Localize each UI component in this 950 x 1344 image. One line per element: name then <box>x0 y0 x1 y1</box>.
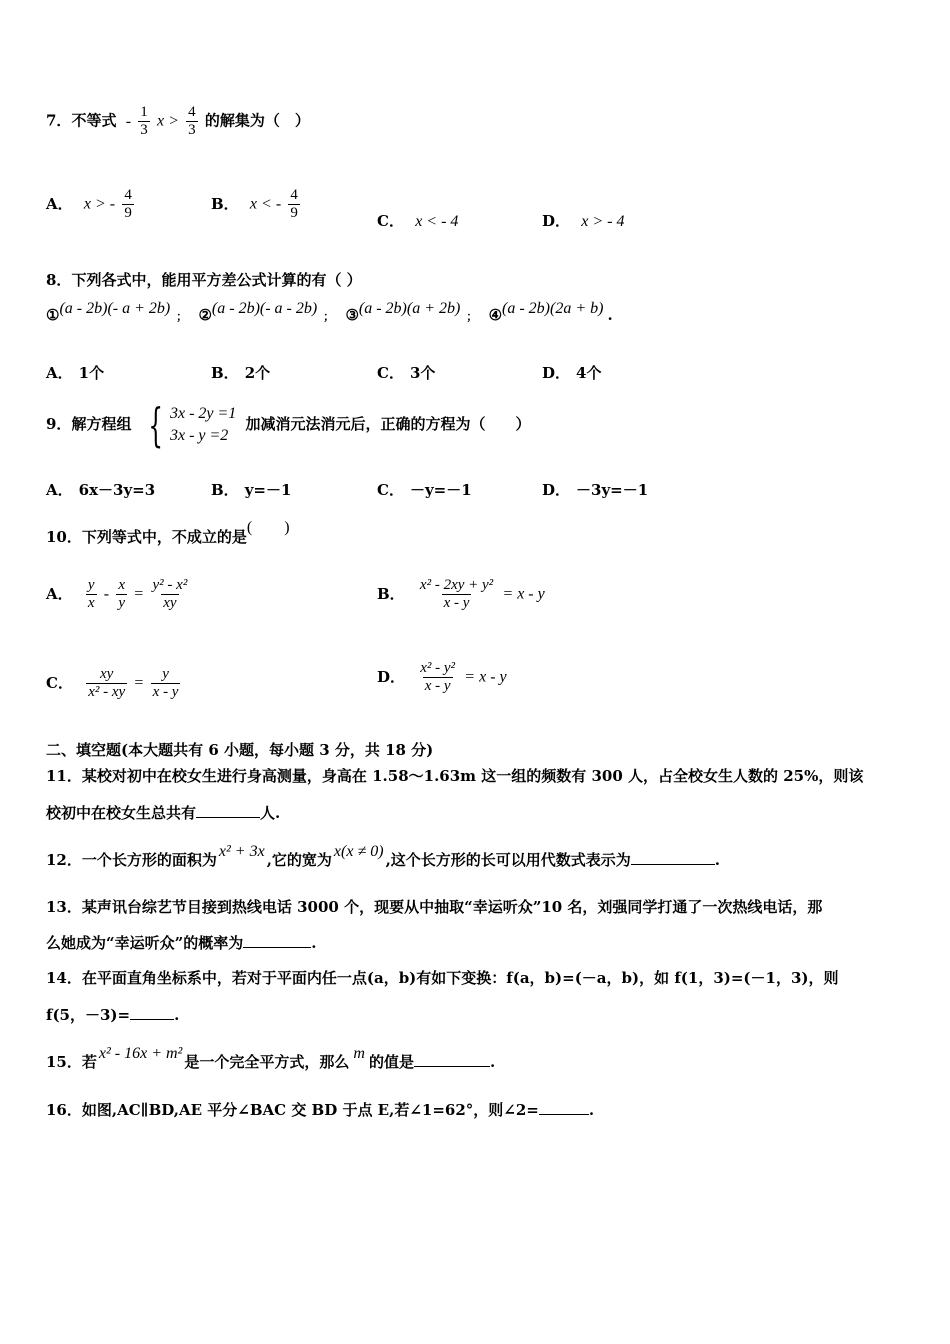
q15-text-c: 的值是 <box>368 1053 414 1071</box>
option-text: －3y=－1 <box>576 481 649 499</box>
q10-option-d[interactable] <box>377 660 507 695</box>
q8-items <box>46 300 613 327</box>
item-mark: ④ <box>488 306 503 324</box>
q10-paren: ( ) <box>246 519 290 536</box>
q9-option-c[interactable] <box>377 480 472 500</box>
option-label: A． <box>46 364 73 382</box>
q13-answer-blank[interactable] <box>243 947 311 948</box>
fraction <box>116 577 127 612</box>
q12-text-d: . <box>714 851 721 869</box>
fraction <box>418 660 457 695</box>
fraction-num: y² - x² <box>152 577 188 593</box>
fraction-num: x² - 2xy + y² <box>419 577 494 593</box>
q7-option-b[interactable] <box>211 187 302 222</box>
option-label: B． <box>211 364 239 382</box>
q8-item-1 <box>46 300 193 324</box>
option-label: D． <box>377 667 406 686</box>
fraction <box>151 666 181 701</box>
q15-m: m <box>353 1045 365 1062</box>
fraction-den: x - y <box>443 595 470 611</box>
option-tail: = x - y <box>464 668 507 686</box>
option-expr: x < - 4 <box>415 213 459 230</box>
item-sep: ； <box>466 310 478 323</box>
q7-lhs-den: 3 <box>140 122 148 138</box>
option-text: 6x－3y=3 <box>78 481 156 499</box>
fraction-den: 9 <box>124 205 132 221</box>
q11-line-1: 11．某校对初中在校女生进行身高测量，身高在 1.58～1.63m 这一组的频数有 300 人，占全校女生人数的 25%，则该 <box>46 767 864 785</box>
q16-text-a: 16．如图,AC∥BD,AE 平分∠BAC 交 BD 于点 E,若∠1=62°，则∠2= <box>46 1101 539 1119</box>
item-sep: ； <box>176 310 188 323</box>
q15-answer-blank[interactable] <box>414 1066 490 1067</box>
option-fraction <box>122 187 134 222</box>
q7-number: 7． <box>46 111 72 130</box>
fraction-num: xy <box>100 666 114 682</box>
q8-option-c[interactable] <box>377 363 435 383</box>
q12-width-expr: x(x ≠ 0) <box>333 843 384 860</box>
q7-rhs-den: 3 <box>188 122 196 138</box>
q11-line-2 <box>46 803 280 823</box>
q7-lhs-sign: - <box>125 112 132 130</box>
fraction-num: 4 <box>124 187 132 203</box>
fraction-den: x - y <box>152 684 179 700</box>
q12-text-c: ,这个长方形的长可以用代数式表示为 <box>385 851 631 869</box>
q7-lhs-num: 1 <box>140 104 148 120</box>
option-label: C． <box>46 673 73 692</box>
item-mark: ① <box>46 306 60 324</box>
option-expr: x > - 4 <box>581 213 625 230</box>
question-15 <box>46 1045 496 1073</box>
q7-lhs-fraction <box>138 104 150 139</box>
q16-text-b: . <box>588 1101 595 1119</box>
q13-line-2 <box>46 933 317 953</box>
q14-text-b: . <box>174 1006 180 1024</box>
fraction-num: y <box>87 577 95 593</box>
q12-answer-blank[interactable] <box>631 864 715 865</box>
q15-expr: x² - 16x + m² <box>98 1045 183 1062</box>
q9-option-b[interactable] <box>211 480 291 500</box>
operator: = <box>134 674 144 692</box>
q9-option-a[interactable] <box>46 480 155 500</box>
option-expr: x < - <box>249 195 282 213</box>
option-text: 2个 <box>244 364 271 382</box>
operator: = <box>134 585 144 603</box>
option-text: 3个 <box>409 364 436 382</box>
q9-number: 9． <box>46 415 72 433</box>
q7-option-a[interactable] <box>46 187 136 222</box>
q9-option-d[interactable] <box>542 480 648 500</box>
question-8 <box>46 270 362 290</box>
option-label: C． <box>377 212 404 230</box>
question-12 <box>46 843 721 871</box>
q10-option-a[interactable] <box>46 577 191 612</box>
q12-text-b: ,它的宽为 <box>266 851 332 869</box>
q7-ineq-mid: x > <box>156 112 179 130</box>
option-label: A． <box>46 194 73 213</box>
option-label: D． <box>542 481 571 499</box>
q8-option-d[interactable] <box>542 363 601 383</box>
fraction-den: x - y <box>424 678 451 694</box>
fraction <box>418 577 495 612</box>
q15-text-b: 是一个完全平方式，那么 <box>184 1053 350 1071</box>
option-label: B． <box>377 584 405 603</box>
q7-stem-b: 的解集为（ ） <box>204 111 310 130</box>
q8-item-3 <box>345 300 483 324</box>
option-label: C． <box>377 364 404 382</box>
fraction-den: 9 <box>290 205 298 221</box>
option-text: y=－1 <box>244 481 292 499</box>
option-label: B． <box>211 481 239 499</box>
brace-icon: { <box>148 398 163 452</box>
q14-text-a: f(5，－3)= <box>46 1006 131 1024</box>
fraction-num: y <box>162 666 169 682</box>
q10-stem: 下列等式中，不成立的是 <box>81 528 247 546</box>
question-7 <box>46 104 310 139</box>
item-expr: (a - 2b)(2a + b) <box>502 300 604 317</box>
item-mark: ② <box>198 306 212 324</box>
fraction <box>151 577 190 612</box>
q9-stem-b: 加减消元法消元后，正确的方程为（ ） <box>245 415 531 433</box>
q9-stem-a: 解方程组 <box>71 415 132 433</box>
option-text: －y=－1 <box>409 481 472 499</box>
option-label: A． <box>46 481 73 499</box>
q15-text-a: 15．若 <box>46 1053 97 1071</box>
fraction-num: 4 <box>290 187 298 203</box>
fraction <box>86 577 97 612</box>
q14-line-1: 14．在平面直角坐标系中，若对于平面内任一点(a，b)有如下变换：f(a，b)=(－a，b)，如 f(1，3)=(－1，3)，则 <box>46 969 839 987</box>
q14-line-2 <box>46 1005 179 1025</box>
q9-equation-system <box>141 398 237 452</box>
fraction-den: y <box>118 595 126 611</box>
fraction-num: x <box>118 577 126 593</box>
item-sep: . <box>607 306 613 324</box>
option-text: 4个 <box>576 364 602 382</box>
q9-equation-2: 3x - y =2 <box>169 427 229 444</box>
q13-text-a: 么她成为“幸运听众”的概率为 <box>46 934 244 952</box>
q12-area-expr: x² + 3x <box>218 843 265 860</box>
option-label: B． <box>211 194 239 213</box>
q14-answer-blank[interactable] <box>130 1019 174 1020</box>
q13-line-1: 13．某声讯台综艺节目接到热线电话 3000 个，现要从中抽取“幸运听众”10 名，刘强同学打通了一次热线电话，那 <box>46 898 823 916</box>
section-2-title: 二、填空题(本大题共有 6 小题，每小题 3 分，共 18 分) <box>46 741 434 759</box>
q7-rhs-num: 4 <box>188 104 196 120</box>
q8-option-b[interactable] <box>211 363 270 383</box>
option-label: A． <box>46 584 73 603</box>
q7-rhs-fraction <box>186 104 198 139</box>
item-expr: (a - 2b)(- a + 2b) <box>59 300 171 317</box>
q10-option-c[interactable] <box>46 666 182 701</box>
q8-number: 8． <box>46 271 72 289</box>
q8-stem: 下列各式中，能用平方差公式计算的有（ ） <box>71 271 362 289</box>
question-10 <box>46 519 290 548</box>
q13-text-b: . <box>311 934 317 952</box>
item-expr: (a - 2b)(- a - 2b) <box>211 300 318 317</box>
q11-text-b: 人. <box>260 804 281 822</box>
fraction-den: xy <box>163 595 177 611</box>
option-tail: = x - y <box>502 585 545 603</box>
fraction <box>86 666 127 701</box>
item-expr: (a - 2b)(a + 2b) <box>358 300 461 317</box>
option-text: 1个 <box>78 364 105 382</box>
fraction-den: x <box>87 595 95 611</box>
fraction-den: x² - xy <box>88 684 126 700</box>
q10-number: 10． <box>46 528 82 546</box>
q11-answer-blank[interactable] <box>196 817 260 818</box>
option-expr: x > - <box>83 195 116 213</box>
option-label: C． <box>377 481 404 499</box>
q12-text-a: 12．一个长方形的面积为 <box>46 851 217 869</box>
q8-option-a[interactable] <box>46 363 104 383</box>
q7-option-c[interactable] <box>377 211 458 232</box>
q16-answer-blank[interactable] <box>539 1114 589 1115</box>
q15-text-d: . <box>489 1053 496 1071</box>
option-label: D． <box>542 212 571 230</box>
question-9 <box>46 398 531 452</box>
q7-option-d[interactable] <box>542 211 624 232</box>
item-mark: ③ <box>345 306 359 324</box>
q8-item-2 <box>198 300 340 324</box>
question-16 <box>46 1100 594 1120</box>
q11-text-a: 校初中在校女生总共有 <box>46 804 197 822</box>
fraction-num: x² - y² <box>420 660 456 676</box>
q10-option-b[interactable] <box>377 577 545 612</box>
option-fraction <box>288 187 300 222</box>
q8-item-4 <box>488 300 613 324</box>
q9-equation-1: 3x - 2y =1 <box>169 405 237 422</box>
item-sep: ； <box>323 310 335 323</box>
q7-stem-a: 不等式 <box>71 111 117 130</box>
operator: - <box>103 585 110 603</box>
option-label: D． <box>542 364 571 382</box>
